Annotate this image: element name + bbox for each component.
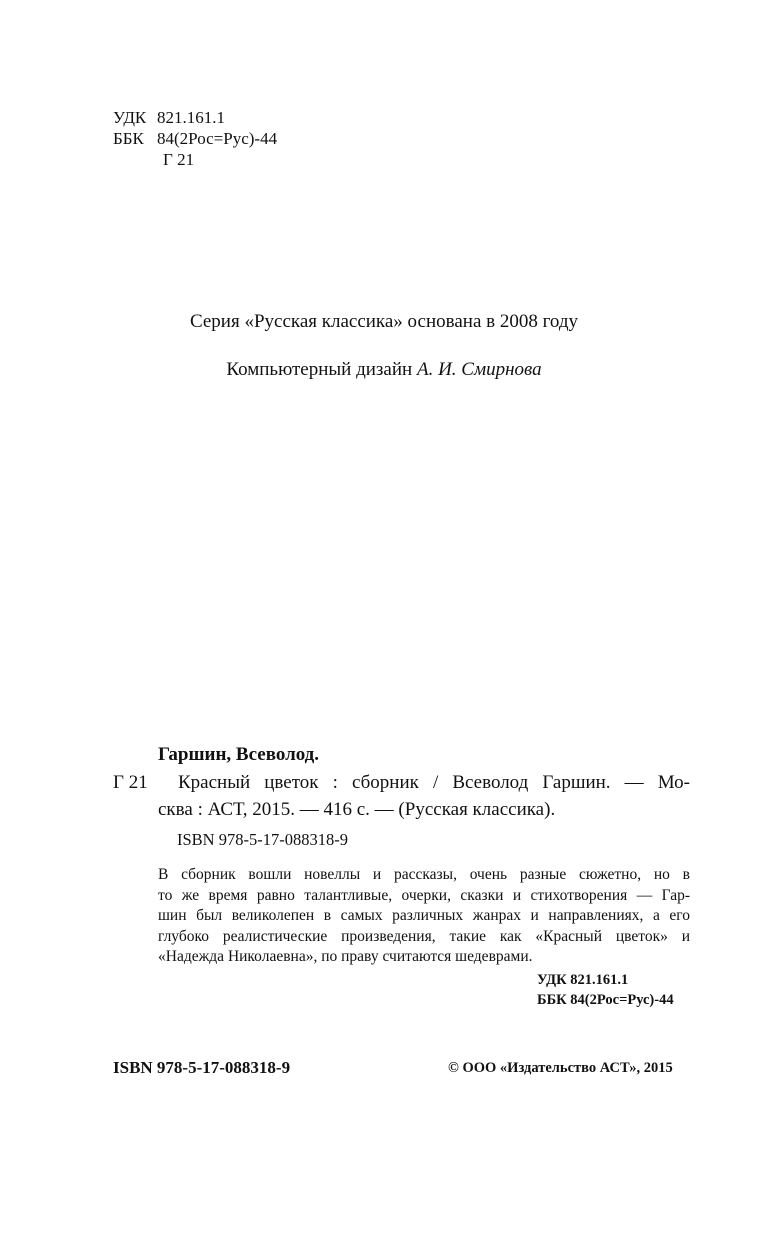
design-credit: [0, 359, 768, 381]
udk-value: 821.161.1: [157, 108, 225, 127]
annotation-line: «Надежда Николаевна», по праву считаются шедеврами.: [158, 948, 533, 965]
card-bbk: ББК 84(2Рос=Рус)-44: [537, 992, 674, 1008]
isbn-card: ISBN 978-5-17-088318-9: [177, 830, 348, 849]
classification-block: [113, 107, 277, 170]
card-udk: УДК 821.161.1: [537, 972, 629, 988]
bbk-value: 84(2Рос=Рус)-44: [157, 129, 278, 148]
annotation: [158, 865, 690, 968]
annotation-line: В сборник вошли новеллы и рассказы, очень разные сюжетно, но в: [158, 866, 690, 883]
series-note: Серия «Русская классика» основана в 2008 году: [189, 311, 579, 332]
author-mark-top: Г 21: [163, 150, 195, 169]
udk-row: [113, 107, 277, 128]
card-codes: [537, 970, 674, 1010]
bbk-row: [113, 128, 277, 149]
design-credit-label: Компьютерный дизайн: [226, 359, 413, 380]
footer-copyright: © ООО «Издательство АСТ», 2015: [448, 1060, 673, 1076]
annotation-line: глубоко реалистические произведения, такие как «Красный цветок» и: [158, 927, 690, 945]
bib-line-1: Красный цветок : сборник / Всеволод Гаршин. — Мо-: [178, 772, 690, 793]
bib-line-2: сква : АСТ, 2015. — 416 с. — (Русская классика).: [158, 799, 556, 820]
author-heading: Гаршин, Всеволод.: [158, 744, 320, 765]
design-credit-name: А. И. Смирнова: [416, 359, 542, 380]
footer-isbn: ISBN 978-5-17-088318-9: [113, 1058, 291, 1077]
annotation-line: то же время равно талантливые, очерки, сказки и стихотворения — Гар-: [158, 886, 690, 904]
udk-label: УДК: [113, 108, 147, 127]
author-mark-card: Г 21: [113, 772, 148, 793]
bbk-label: ББК: [113, 129, 144, 148]
annotation-line: шин был великолепен в самых различных жанрах и направлениях, а его: [158, 907, 690, 924]
